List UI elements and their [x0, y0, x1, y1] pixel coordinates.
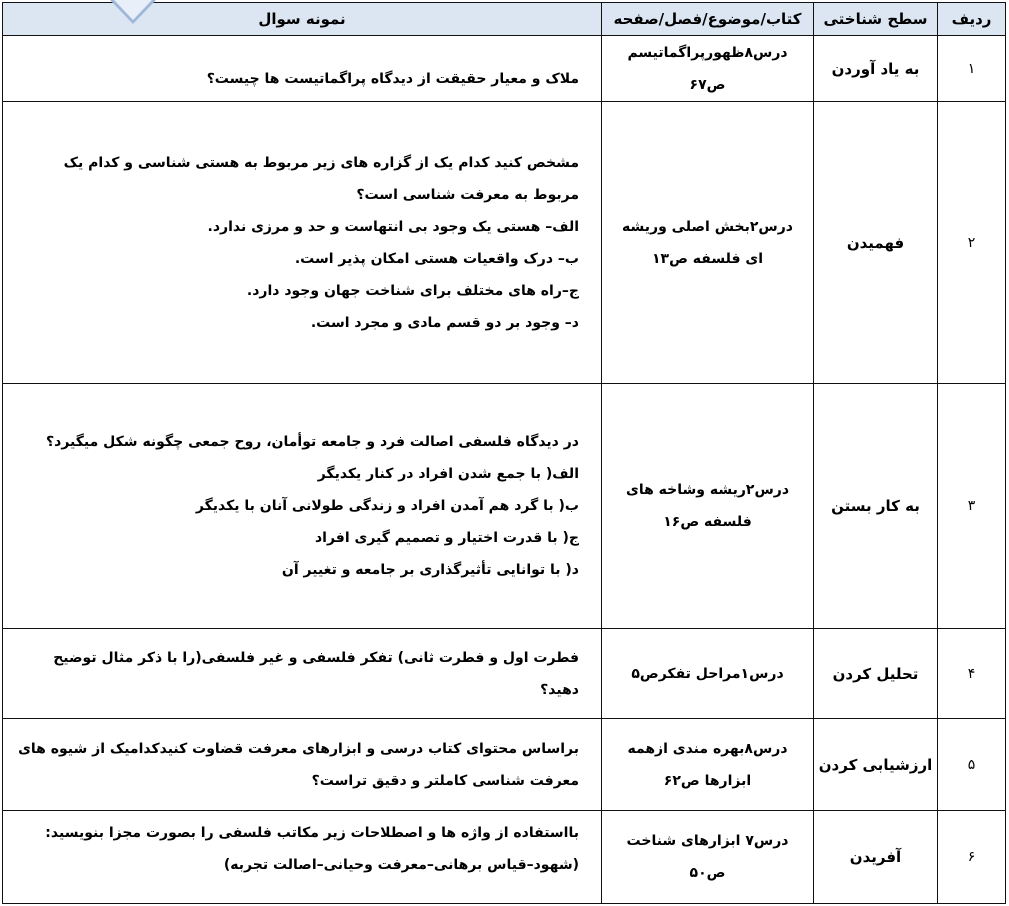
header-cognitive-level: سطح شناختی [814, 3, 938, 36]
source-cell [602, 629, 814, 719]
cognitive-level: به کار بستن [814, 384, 938, 629]
source-line: درس۸بهره مندی ازهمه [627, 740, 788, 757]
question-line: د( با توانایی تأثیرگذاری بر جامعه و تغییر آن [281, 562, 579, 578]
question-line: بااستفاده از واژه ها و اصطلاحات زیر مکاتب فلسفی را بصورت مجزا بنویسید: [45, 825, 579, 841]
source-line: درس۱مراحل تفکرص۵ [631, 665, 784, 682]
source-line: درس۸ظهورپراگماتیسم [627, 44, 788, 61]
row-number: ۵ [938, 719, 1006, 811]
question-line: معرفت شناسی کاملتر و دقیق تراست؟ [311, 772, 579, 789]
source-cell [602, 102, 814, 384]
question-cell [3, 811, 602, 904]
cognitive-level: به یاد آوردن [814, 36, 938, 102]
question-line: در دیدگاه فلسفی اصالت فرد و جامعه توأمان، روح جمعی چگونه شکل میگیرد؟ [46, 434, 579, 450]
source-line: ابزارها ص۶۲ [663, 772, 752, 789]
question-line: مشخص کنید کدام یک از گزاره های زیر مربوط به هستی شناسی و کدام یک [63, 154, 579, 171]
source-line: ای فلسفه ص۱۳ [652, 250, 763, 267]
question-line: مربوط به معرفت شناسی است؟ [356, 186, 579, 203]
question-line: ج–راه های مختلف برای شناخت جهان وجود دارد. [246, 282, 579, 299]
row-number: ۶ [938, 811, 1006, 904]
table-row [3, 384, 1006, 629]
row-number: ۴ [938, 629, 1006, 719]
question-line: دهید؟ [540, 681, 579, 698]
cognitive-level: تحلیل کردن [814, 629, 938, 719]
question-line: الف– هستی یک وجود بی انتهاست و حد و مرزی ندارد. [207, 218, 579, 235]
cognitive-level: آفریدن [814, 811, 938, 904]
corner-tab-highlight [114, 0, 152, 20]
question-line: ب( با گرد هم آمدن افراد و زندگی طولانی آنان با یکدیگر [195, 498, 579, 514]
header-source: کتاب/موضوع/فصل/صفحه [602, 3, 814, 36]
source-cell [602, 36, 814, 102]
table-row [3, 102, 1006, 384]
source-line: ص۵۰ [689, 865, 726, 881]
question-line: فطرت اول و فطرت ثانی) تفکر فلسفی و غیر فلسفی(را با ذکر مثال توضیح [53, 649, 579, 666]
table-row [3, 36, 1006, 102]
question-line: الف( با جمع شدن افراد در کنار یکدیگر [317, 466, 579, 482]
table-row [3, 719, 1006, 811]
exam-blueprint-table [2, 2, 1006, 904]
table-row [3, 629, 1006, 719]
source-line: درس۲بخش اصلی وریشه [622, 218, 793, 235]
question-line: ملاک و معیار حقیقت از دیدگاه پراگماتیست ها چیست؟ [206, 71, 579, 87]
question-line: ب– درک واقعیات هستی امکان پذیر است. [294, 250, 579, 267]
source-cell [602, 719, 814, 811]
row-number: ۳ [938, 384, 1006, 629]
source-line: ص۶۷ [689, 76, 726, 93]
question-cell [3, 719, 602, 811]
question-line: ج( با قدرت اختیار و تصمیم گیری افراد [314, 530, 579, 546]
row-number: ۱ [938, 36, 1006, 102]
question-cell [3, 384, 602, 629]
source-line: فلسفه ص۱۶ [663, 514, 752, 530]
source-line: درس۲ریشه وشاخه های [625, 482, 789, 498]
header-sample-question: نمونه سوال [3, 3, 602, 36]
cognitive-level: ارزشیابی کردن [814, 719, 938, 811]
source-line: درس۷ ابزارهای شناخت [626, 833, 789, 849]
source-cell [602, 811, 814, 904]
source-cell [602, 384, 814, 629]
header-row-number: ردیف [938, 3, 1006, 36]
row-number: ۲ [938, 102, 1006, 384]
cognitive-level: فهمیدن [814, 102, 938, 384]
question-cell [3, 102, 602, 384]
question-cell [3, 36, 602, 102]
question-cell [3, 629, 602, 719]
question-line: د– وجود بر دو قسم مادی و مجرد است. [310, 314, 579, 331]
table-row [3, 811, 1006, 904]
question-line: (شهود–قیاس برهانی–معرفت وحیانی–اصالت تجربه) [223, 857, 579, 873]
question-line: براساس محتوای کتاب درسی و ابزارهای معرفت قضاوت کنیدکدامیک از شیوه های [18, 740, 579, 757]
